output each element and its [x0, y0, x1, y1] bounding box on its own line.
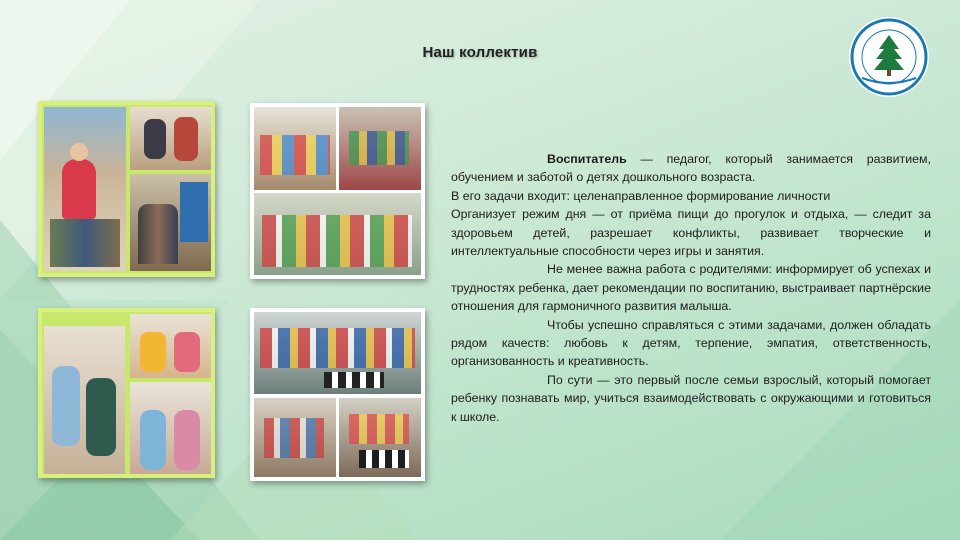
photo-children-lineup — [254, 107, 336, 190]
paragraph-daily-routine: Организует режим дня — от приёма пищи до прогулок и отдыха, — следит за здоровьем детей, разрешает конфликты, развивает творческие и интеллектуальные способности через игры и занятия. — [451, 207, 931, 259]
paragraph-definition — [451, 150, 931, 187]
paragraph-tasks: В его задачи входит: целенаправленное формирование личности — [451, 188, 831, 203]
photo-crosswalk-game — [339, 398, 421, 477]
photo-road-safety-group — [254, 312, 421, 394]
photo-children-playing — [130, 314, 211, 378]
photo-girls-together — [130, 382, 211, 474]
fir-tree-emblem-icon — [848, 16, 930, 98]
paragraph-parents: Не менее важна работа с родителями: информирует об успехах и трудностях ребенка, дает рекомендации по воспитанию, выстраивает партнёрские отношения для гармоничного развития малыша. — [451, 262, 931, 314]
term-educator: Воспитатель — [547, 152, 627, 166]
collage-top-right — [250, 103, 425, 279]
photo-teacher-with-children — [44, 107, 126, 271]
definition-text: — педагог, который занимается развитием, обучением и заботой о детях дошкольного возраста. — [451, 152, 931, 185]
collage-top-left — [38, 101, 215, 277]
photo-children-with-signs — [254, 193, 421, 275]
photo-class-group — [130, 174, 211, 271]
collage-bottom-right — [250, 308, 425, 481]
photo-teacher-activity — [130, 107, 211, 170]
photo-children-circle — [339, 107, 421, 190]
paragraph-summary: По сути — это первый после семьи взрослый, который помогает ребенку познавать мир, учиться взаимодействовать с окружающими и готовиться к школе. — [451, 372, 931, 424]
photo-two-children — [44, 326, 125, 474]
paragraph-qualities: Чтобы успешно справляться с этими задачами, должен обладать рядом качеств: любовь к детям, терпение, эмпатия, ответственность, организованность и креативность. — [451, 317, 931, 369]
photo-traffic-play — [254, 398, 336, 477]
school-logo — [848, 16, 930, 98]
slide-title: Наш коллектив — [422, 44, 538, 61]
collage-bottom-left — [38, 308, 215, 478]
description-text — [451, 150, 931, 426]
